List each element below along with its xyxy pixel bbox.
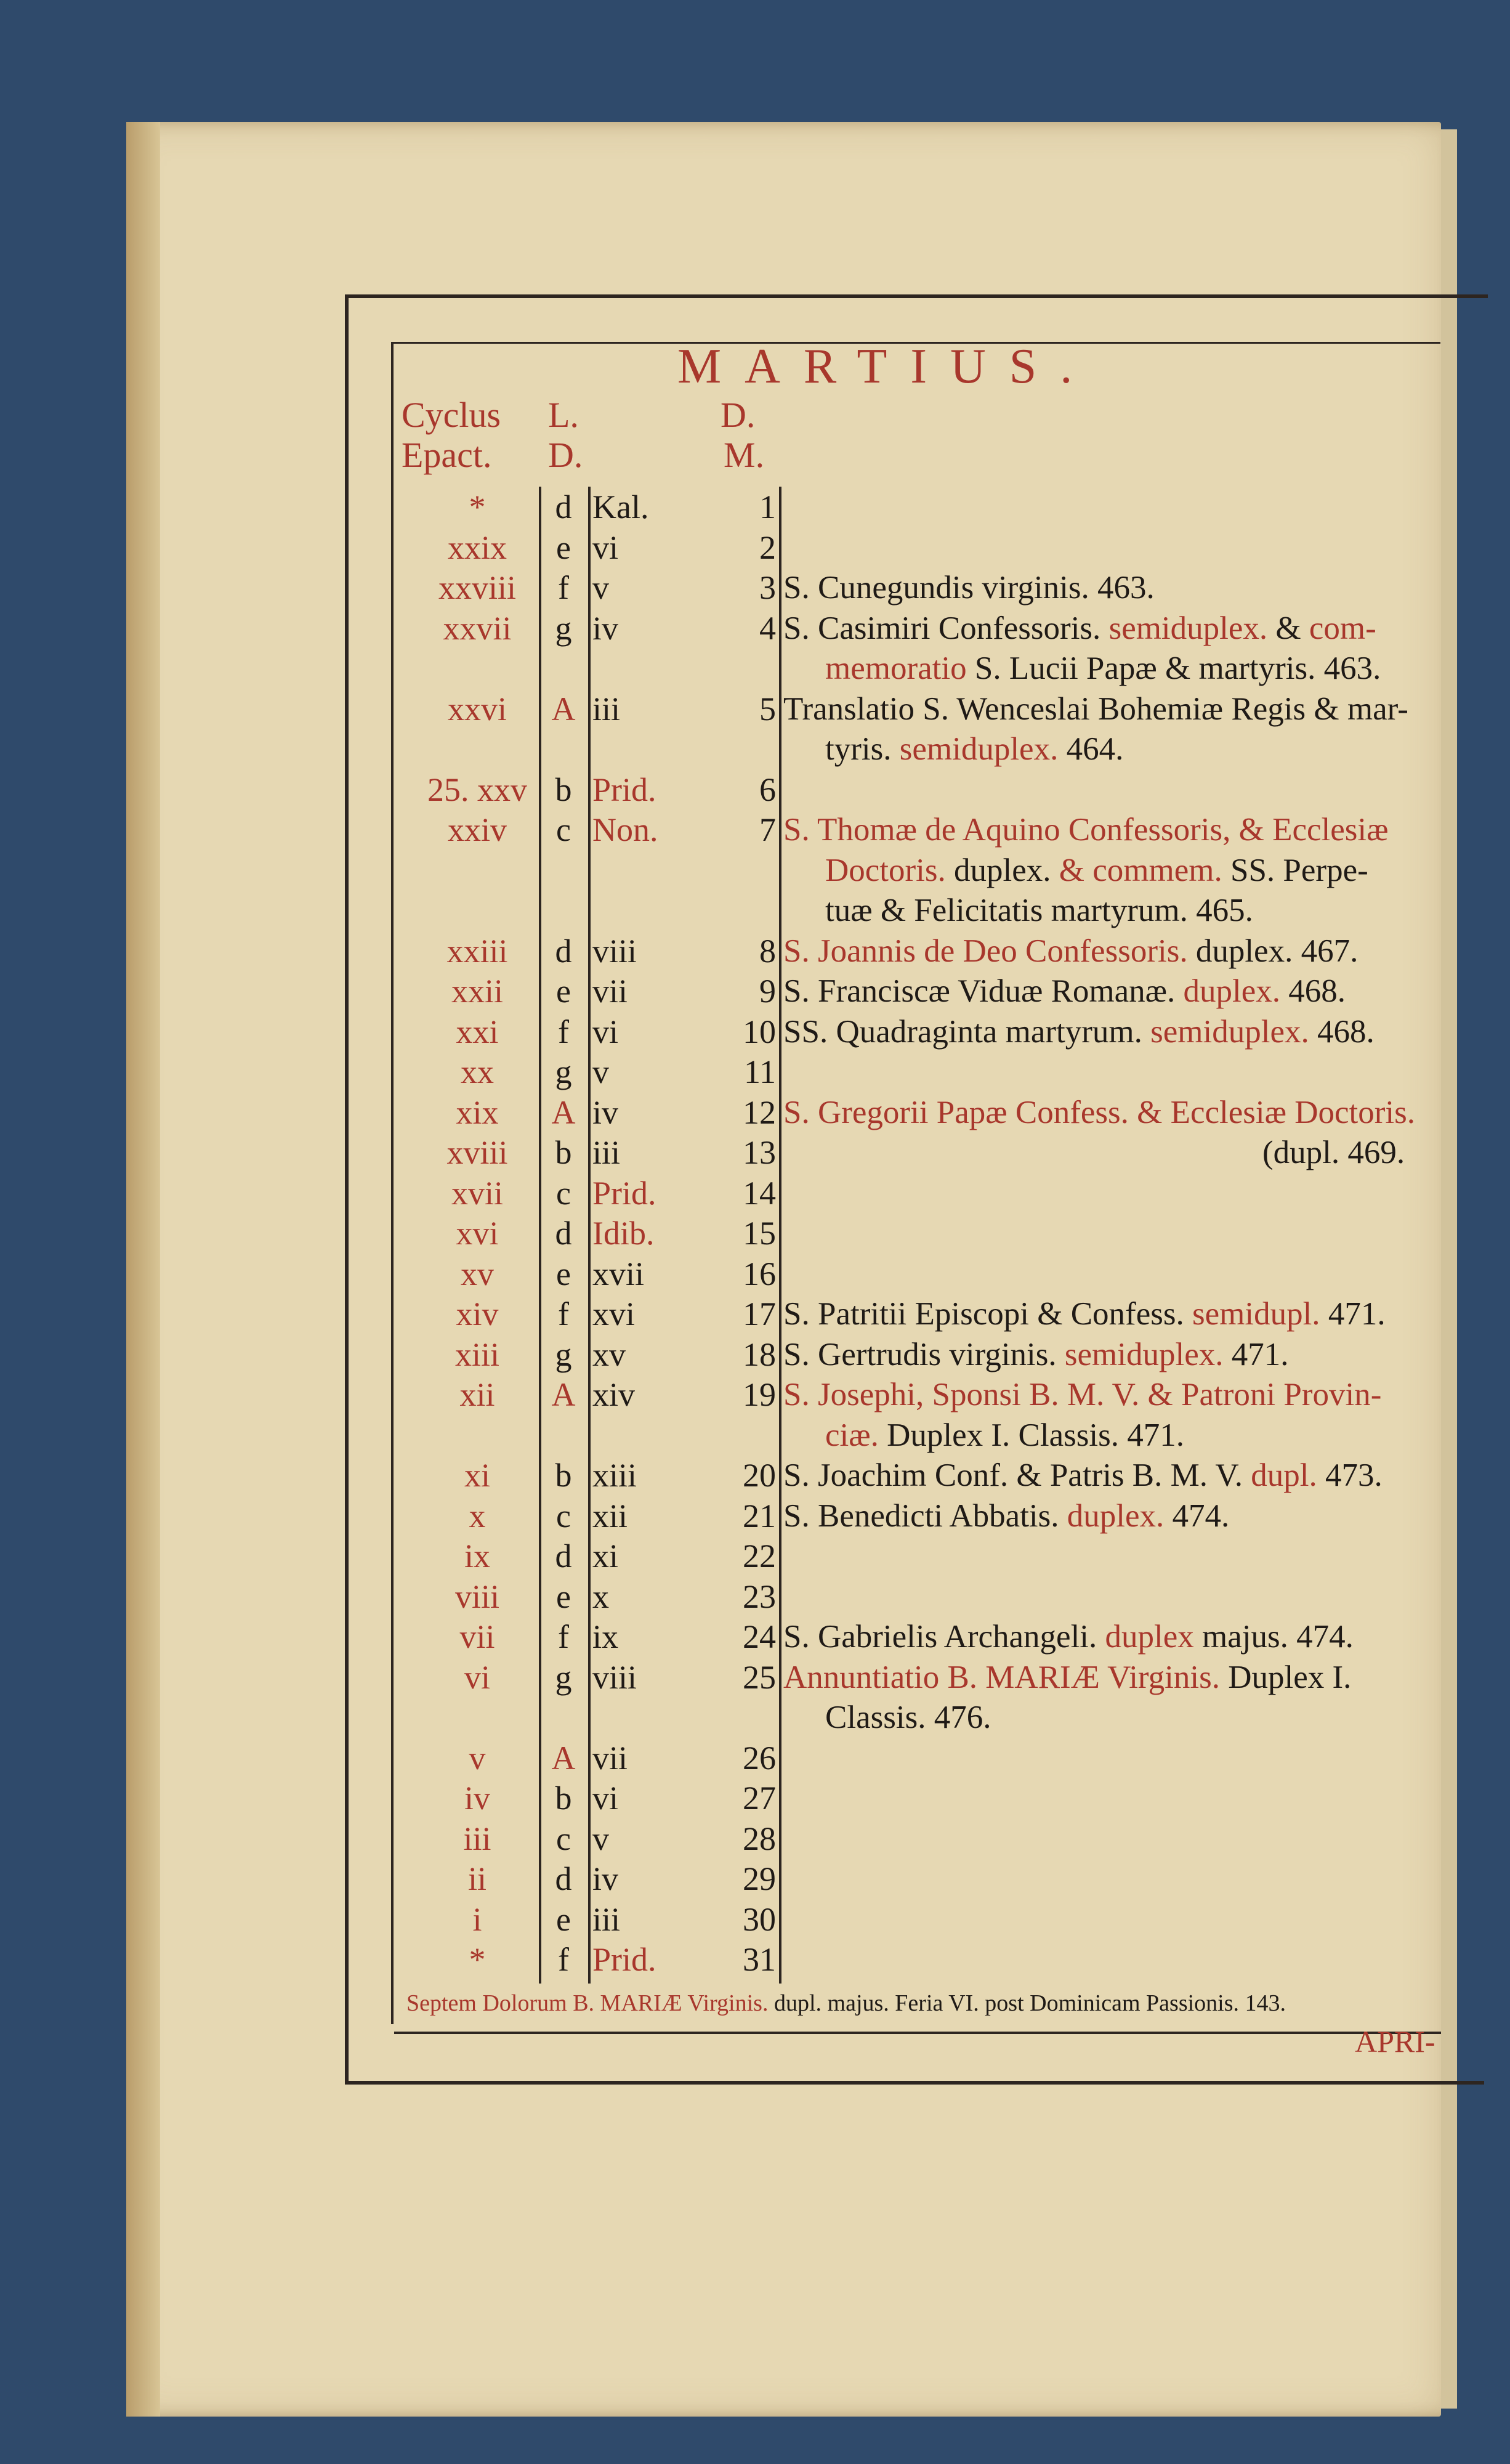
- feast-segment: S. Joachim Conf. & Patris B. M. V.: [783, 1457, 1251, 1493]
- roman-day-cell: v: [592, 1820, 609, 1857]
- footer-line: [406, 1990, 1286, 2017]
- day-number-cell: 21: [743, 1497, 776, 1534]
- epact-cell: xxix: [447, 529, 507, 566]
- dominical-letter-cell: b: [555, 1457, 572, 1494]
- header-day-2: M.: [724, 435, 765, 475]
- epact-cell: iv: [464, 1780, 490, 1817]
- day-number-cell: 14: [743, 1174, 776, 1212]
- epact-cell: xxvii: [443, 609, 512, 647]
- dominical-letter-cell: A: [551, 1093, 576, 1131]
- epact-cell: *: [469, 1941, 486, 1978]
- day-number-cell: 20: [743, 1457, 776, 1494]
- dominical-letter-cell: f: [558, 1013, 569, 1050]
- feast-segment: S. Patritii Episcopi & Confess.: [783, 1296, 1192, 1332]
- day-number-cell: 22: [743, 1538, 776, 1574]
- day-number-cell: 13: [743, 1134, 776, 1171]
- feast-segment: com-: [1309, 610, 1376, 646]
- header-letter-2: D.: [548, 435, 583, 475]
- feast-segment: S. Lucii Papæ & martyris. 463.: [966, 650, 1381, 686]
- feast-segment: 471.: [1223, 1336, 1289, 1372]
- calendar-row: [0, 1052, 1510, 1092]
- dominical-letter-cell: g: [555, 1335, 572, 1373]
- feast-segment: duplex.: [1067, 1497, 1165, 1534]
- feast-entry: [783, 1092, 1415, 1133]
- epact-cell: xviii: [446, 1134, 508, 1171]
- header-letter-1: L.: [548, 395, 579, 435]
- feast-segment: 474.: [1164, 1497, 1230, 1534]
- calendar-row: [0, 567, 1510, 608]
- feast-segment: dupl.: [1251, 1457, 1317, 1493]
- footer-segment: dupl. majus. Feria VI. post Dominicam Passionis. 143.: [768, 1990, 1286, 2016]
- dominical-letter-cell: e: [556, 1578, 571, 1615]
- calendar-row: [0, 1818, 1510, 1859]
- calendar-row: [0, 971, 1510, 1011]
- feast-segment: Translatio S. Wenceslai Bohemiæ Regis & mar-: [783, 691, 1408, 727]
- calendar-row: [0, 1616, 1510, 1657]
- footer-segment: Septem Dolorum B. MARIÆ Virginis.: [406, 1990, 769, 2016]
- feast-segment: S. Josephi, Sponsi B. M. V. & Patroni Provin-: [783, 1377, 1382, 1412]
- feast-segment: majus. 474.: [1193, 1619, 1354, 1655]
- feast-segment: S. Thomæ de Aquino Confessoris, & Ecclesiæ: [783, 812, 1389, 848]
- day-number-cell: 6: [759, 771, 776, 808]
- feast-segment: 468.: [1309, 1013, 1375, 1050]
- day-number-cell: 17: [743, 1295, 776, 1332]
- dominical-letter-cell: f: [558, 1941, 569, 1978]
- day-number-cell: 15: [743, 1215, 776, 1252]
- feast-segment: 471.: [1320, 1296, 1386, 1332]
- day-number-cell: 16: [743, 1255, 776, 1292]
- day-number-cell: 26: [743, 1739, 776, 1777]
- epact-cell: xxiv: [447, 811, 507, 848]
- day-number-cell: 31: [743, 1941, 776, 1978]
- month-title: MARTIUS.: [677, 339, 1096, 394]
- feast-entry: [783, 1011, 1375, 1052]
- epact-cell: i: [472, 1900, 482, 1938]
- feast-segment: semiduplex.: [1150, 1013, 1309, 1050]
- feast-segment: 464.: [1058, 731, 1124, 767]
- roman-day-cell: xiii: [592, 1457, 637, 1494]
- calendar-row: [0, 1415, 1510, 1456]
- feast-segment: semiduplex.: [1108, 610, 1268, 646]
- feast-segment: & commem.: [1059, 852, 1222, 888]
- calendar-row: [0, 1858, 1510, 1899]
- epact-cell: xxvi: [447, 690, 507, 727]
- dominical-letter-cell: b: [555, 1780, 572, 1817]
- day-number-cell: 24: [743, 1618, 776, 1655]
- feast-segment: tuæ & Felicitatis martyrum. 465.: [825, 893, 1253, 928]
- header-cycle-1: Cyclus: [402, 395, 501, 435]
- roman-day-cell: Non.: [592, 811, 658, 848]
- roman-day-cell: xvii: [592, 1255, 645, 1292]
- feast-segment: duplex.: [945, 852, 1059, 888]
- roman-day-cell: Idib.: [592, 1215, 655, 1252]
- dominical-letter-cell: g: [555, 609, 572, 647]
- roman-day-cell: vi: [592, 1013, 619, 1050]
- roman-day-cell: v: [592, 1053, 609, 1090]
- calendar-row: [0, 1254, 1510, 1294]
- calendar-row: [0, 1455, 1510, 1496]
- feast-entry: [783, 1294, 1386, 1334]
- roman-day-cell: Prid.: [592, 1174, 656, 1212]
- calendar-row: [0, 608, 1510, 649]
- feast-entry: [783, 1374, 1381, 1415]
- epact-cell: xiii: [454, 1335, 499, 1373]
- epact-cell: ix: [464, 1538, 490, 1574]
- epact-cell: vi: [464, 1658, 490, 1696]
- calendar-row: [0, 487, 1510, 527]
- feast-entry: [783, 1496, 1229, 1536]
- feast-segment: Doctoris.: [825, 852, 946, 888]
- header-cycle-2: Epact.: [402, 435, 492, 475]
- feast-entry: [783, 1616, 1354, 1657]
- epact-cell: iii: [463, 1820, 491, 1857]
- day-number-cell: 28: [743, 1820, 776, 1857]
- calendar-row: [0, 1213, 1510, 1254]
- feast-segment: semidupl.: [1192, 1296, 1320, 1332]
- calendar-row: [0, 1778, 1510, 1818]
- feast-segment: memoratio: [825, 650, 967, 686]
- feast-segment: S. Benedicti Abbatis.: [783, 1497, 1067, 1534]
- dominical-letter-cell: c: [556, 811, 571, 848]
- dominical-letter-cell: f: [558, 569, 569, 606]
- roman-day-cell: Prid.: [592, 771, 656, 808]
- calendar-row: [0, 1092, 1510, 1133]
- day-number-cell: 1: [759, 488, 776, 525]
- feast-segment: S. Casimiri Confessoris.: [783, 610, 1109, 646]
- feast-entry: [783, 689, 1408, 729]
- feast-continuation: [825, 1697, 991, 1738]
- roman-day-cell: Kal.: [592, 488, 649, 525]
- epact-cell: vii: [459, 1618, 495, 1655]
- dominical-letter-cell: d: [555, 488, 572, 525]
- dominical-letter-cell: g: [555, 1658, 572, 1696]
- header-day-1: D.: [721, 395, 756, 435]
- epact-cell: *: [469, 488, 486, 525]
- feast-continuation: [825, 729, 1123, 769]
- calendar-row: [0, 729, 1510, 769]
- feast-segment: S. Gertrudis virginis.: [783, 1336, 1065, 1372]
- feast-segment: S. Gregorii Papæ Confess. & Ecclesiæ Doctoris.: [783, 1094, 1416, 1130]
- dominical-letter-cell: e: [556, 1255, 571, 1292]
- calendar-row: [0, 1899, 1510, 1940]
- calendar-row: [0, 527, 1510, 568]
- dominical-letter-cell: f: [558, 1295, 569, 1332]
- dominical-letter-cell: d: [555, 1538, 572, 1574]
- feast-segment: Duplex I.: [1219, 1659, 1352, 1695]
- dominical-letter-cell: c: [556, 1497, 571, 1534]
- roman-day-cell: iii: [592, 1134, 621, 1171]
- feast-segment: duplex. 467.: [1187, 933, 1359, 969]
- day-number-cell: 23: [743, 1578, 776, 1615]
- day-number-cell: 30: [743, 1900, 776, 1938]
- day-number-cell: 12: [743, 1093, 776, 1131]
- dominical-letter-cell: c: [556, 1174, 571, 1212]
- calendar-row: [0, 850, 1510, 891]
- feast-continuation: [825, 1415, 1184, 1456]
- feast-carryover: (dupl. 469.: [1262, 1135, 1405, 1170]
- feast-continuation: [825, 648, 1381, 689]
- roman-day-cell: xv: [592, 1335, 626, 1373]
- calendar-row: [0, 689, 1510, 729]
- roman-day-cell: iii: [592, 690, 621, 727]
- epact-cell: ii: [467, 1860, 487, 1897]
- dominical-letter-cell: d: [555, 932, 572, 970]
- roman-day-cell: vi: [592, 529, 619, 566]
- feast-continuation: [825, 850, 1368, 891]
- calendar-row: [0, 1132, 1510, 1173]
- feast-segment: semiduplex.: [1064, 1336, 1224, 1372]
- calendar-row: [0, 1576, 1510, 1617]
- roman-day-cell: vi: [592, 1780, 619, 1817]
- day-number-cell: 29: [743, 1860, 776, 1897]
- epact-cell: xvi: [456, 1215, 499, 1252]
- dominical-letter-cell: d: [555, 1860, 572, 1897]
- roman-day-cell: vii: [592, 973, 628, 1010]
- calendar-row: [0, 1657, 1510, 1698]
- roman-day-cell: xii: [592, 1497, 628, 1534]
- feast-segment: Duplex I. Classis. 471.: [878, 1417, 1184, 1453]
- calendar-row: [0, 1374, 1510, 1415]
- day-number-cell: 9: [759, 973, 776, 1010]
- roman-day-cell: iv: [592, 1860, 619, 1897]
- day-number-cell: 11: [744, 1053, 776, 1090]
- roman-day-cell: iii: [592, 1900, 621, 1938]
- epact-cell: viii: [454, 1578, 499, 1615]
- dominical-letter-cell: e: [556, 1900, 571, 1938]
- dominical-letter-cell: A: [551, 690, 576, 727]
- epact-cell: xiv: [456, 1295, 499, 1332]
- calendar-row: [0, 648, 1510, 689]
- epact-cell: xvii: [451, 1174, 503, 1212]
- epact-cell: x: [469, 1497, 486, 1534]
- epact-cell: v: [469, 1739, 486, 1777]
- feast-segment: SS. Perpe-: [1222, 852, 1368, 888]
- calendar-row: [0, 1011, 1510, 1052]
- day-number-cell: 7: [759, 811, 776, 848]
- dominical-letter-cell: A: [551, 1376, 576, 1413]
- roman-day-cell: vii: [592, 1739, 628, 1777]
- epact-cell: xii: [459, 1376, 495, 1413]
- roman-day-cell: x: [592, 1578, 609, 1615]
- roman-day-cell: ix: [592, 1618, 619, 1655]
- feast-segment: Annuntiatio B. MARIÆ Virginis.: [783, 1659, 1220, 1695]
- feast-segment: &: [1267, 610, 1309, 646]
- day-number-cell: 8: [759, 932, 776, 970]
- calendar-row: [0, 890, 1510, 931]
- dominical-letter-cell: g: [555, 1053, 572, 1090]
- feast-segment: duplex: [1105, 1619, 1194, 1655]
- calendar-row: [0, 1939, 1510, 1980]
- epact-cell: xix: [456, 1093, 499, 1131]
- calendar-row: [0, 1496, 1510, 1536]
- roman-day-cell: iv: [592, 1093, 619, 1131]
- day-number-cell: 25: [743, 1658, 776, 1696]
- feast-segment: S. Cunegundis virginis. 463.: [783, 570, 1155, 606]
- epact-cell: xxviii: [438, 569, 516, 606]
- page-frame-bottom: [345, 2081, 1484, 2085]
- day-number-cell: 10: [743, 1013, 776, 1050]
- roman-day-cell: v: [592, 569, 609, 606]
- feast-segment: 468.: [1280, 973, 1346, 1009]
- dominical-letter-cell: f: [558, 1618, 569, 1655]
- dominical-letter-cell: e: [556, 529, 571, 566]
- calendar-row: [0, 1294, 1510, 1334]
- feast-entry: [783, 1657, 1351, 1698]
- day-number-cell: 18: [743, 1335, 776, 1373]
- feast-entry: [783, 1455, 1383, 1496]
- epact-cell: xx: [461, 1053, 494, 1090]
- roman-day-cell: xi: [592, 1538, 619, 1574]
- day-number-cell: 4: [759, 609, 776, 647]
- dominical-letter-cell: d: [555, 1215, 572, 1252]
- calendar-row: [0, 1334, 1510, 1375]
- feast-segment: S. Franciscæ Viduæ Romanæ.: [783, 973, 1184, 1009]
- calendar-row: [0, 809, 1510, 850]
- feast-segment: 473.: [1317, 1457, 1383, 1493]
- feast-segment: duplex.: [1183, 973, 1281, 1009]
- feast-entry: [783, 608, 1376, 649]
- calendar-row: [0, 931, 1510, 971]
- day-number-cell: 27: [743, 1780, 776, 1817]
- roman-day-cell: viii: [592, 1658, 637, 1696]
- roman-day-cell: xiv: [592, 1376, 636, 1413]
- calendar-box-bottom: [394, 2032, 1441, 2034]
- epact-cell: xxii: [451, 973, 503, 1010]
- epact-cell: xxiii: [446, 932, 508, 970]
- feast-entry: [783, 931, 1358, 971]
- day-number-cell: 2: [759, 529, 776, 566]
- epact-cell: xxi: [456, 1013, 499, 1050]
- roman-day-cell: viii: [592, 932, 637, 970]
- feast-segment: Classis. 476.: [825, 1700, 991, 1735]
- dominical-letter-cell: c: [556, 1820, 571, 1857]
- calendar-row: [0, 1173, 1510, 1214]
- roman-day-cell: Prid.: [592, 1941, 656, 1978]
- epact-cell: xv: [461, 1255, 494, 1292]
- feast-segment: SS. Quadraginta martyrum.: [783, 1013, 1151, 1050]
- epact-cell: xi: [464, 1457, 490, 1494]
- feast-entry: [783, 567, 1155, 608]
- calendar-row: [0, 1697, 1510, 1738]
- day-number-cell: 3: [759, 569, 776, 606]
- roman-day-cell: iv: [592, 609, 619, 647]
- feast-segment: S. Gabrielis Archangeli.: [783, 1619, 1105, 1655]
- calendar-row: [0, 769, 1510, 810]
- feast-segment: tyris.: [825, 731, 900, 767]
- feast-entry: [783, 809, 1388, 850]
- feast-continuation: [825, 890, 1253, 931]
- feast-segment: ciæ.: [825, 1417, 879, 1453]
- dominical-letter-cell: b: [555, 771, 572, 808]
- dominical-letter-cell: A: [551, 1739, 576, 1777]
- feast-entry: [783, 1334, 1289, 1375]
- feast-segment: semiduplex.: [899, 731, 1059, 767]
- dominical-letter-cell: b: [555, 1134, 572, 1171]
- epact-cell: 25. xxv: [427, 771, 527, 808]
- day-number-cell: 19: [743, 1376, 776, 1413]
- feast-entry: [783, 971, 1346, 1011]
- calendar-row: [0, 1738, 1510, 1778]
- feast-segment: S. Joannis de Deo Confessoris.: [783, 933, 1188, 969]
- day-number-cell: 5: [759, 690, 776, 727]
- catchword: APRI-: [1355, 2024, 1435, 2059]
- roman-day-cell: xvi: [592, 1295, 636, 1332]
- dominical-letter-cell: e: [556, 973, 571, 1010]
- calendar-row: [0, 1536, 1510, 1576]
